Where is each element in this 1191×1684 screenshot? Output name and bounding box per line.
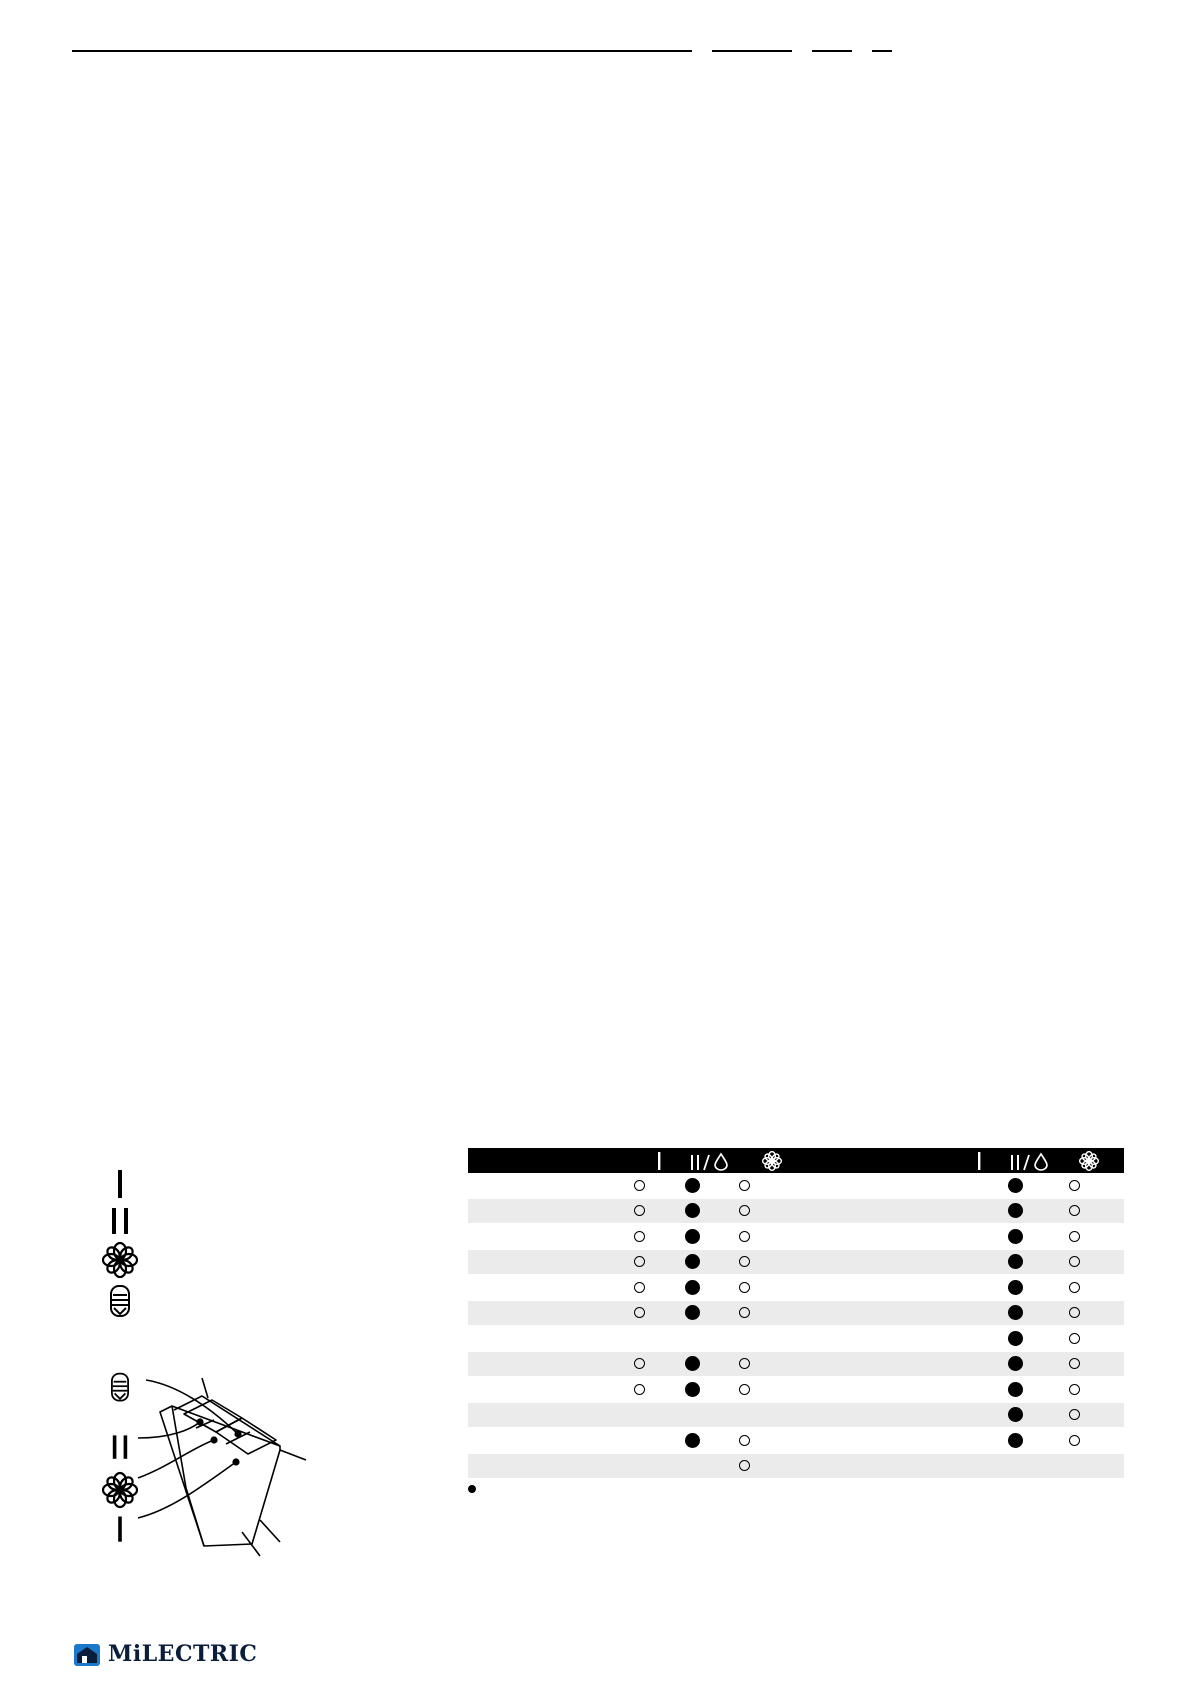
table-cell-g2-col3 [1059, 1250, 1089, 1275]
table-cell-g2-col2 [1000, 1301, 1030, 1326]
empty-circle-mark [634, 1384, 645, 1395]
table-row [468, 1301, 1124, 1327]
table-row [468, 1326, 1124, 1352]
heading-rule-4 [872, 50, 892, 52]
empty-circle-mark [634, 1282, 645, 1293]
table-row [468, 1428, 1124, 1454]
table-row [468, 1275, 1124, 1301]
header-col-ii-liquid-group2 [1003, 1148, 1059, 1173]
filled-dot-mark [685, 1229, 700, 1244]
liquid-detergent-container-icon [100, 1282, 140, 1322]
empty-circle-mark [1069, 1333, 1080, 1344]
table-cell-g1-col2 [677, 1275, 707, 1300]
table-cell-g1-col3 [729, 1199, 759, 1224]
header-col-ii-liquid-group1 [683, 1148, 739, 1173]
liquid-drop-icon [1008, 1151, 1054, 1171]
table-cell-g1-col2 [677, 1352, 707, 1377]
table-cell-g2-col3 [1059, 1275, 1089, 1300]
filled-dot-mark [685, 1254, 700, 1269]
table-cell-g1-col2 [677, 1173, 707, 1198]
table-cell-g1-col1 [624, 1377, 654, 1402]
filled-dot-mark [1008, 1254, 1023, 1269]
table-cell-g1-col2 [677, 1250, 707, 1275]
table-cell-g1-col2 [677, 1224, 707, 1249]
table-cell-g2-col2 [1000, 1199, 1030, 1224]
filled-dot-mark [685, 1305, 700, 1320]
filled-dot-mark [1008, 1407, 1023, 1422]
empty-circle-mark [739, 1307, 750, 1318]
filled-dot-mark [685, 1382, 700, 1397]
main-wash-compartment-ii-icon [100, 1202, 140, 1242]
table-cell-g2-col2 [1000, 1403, 1030, 1428]
filled-dot-mark [685, 1280, 700, 1295]
table-cell-g2-col3 [1059, 1173, 1089, 1198]
filled-dot-mark [1008, 1356, 1023, 1371]
filled-dot-mark [685, 1433, 700, 1448]
table-row [468, 1454, 1124, 1480]
empty-circle-mark [634, 1180, 645, 1191]
empty-circle-mark [1069, 1231, 1080, 1242]
footnote-bullet [468, 1485, 476, 1493]
table-row [468, 1173, 1124, 1199]
heading-rule-3 [812, 50, 852, 52]
table-cell-g2-col2 [1000, 1173, 1030, 1198]
empty-circle-mark [739, 1435, 750, 1446]
empty-circle-mark [739, 1180, 750, 1191]
empty-circle-mark [634, 1205, 645, 1216]
table-cell-g1-col3 [729, 1275, 759, 1300]
empty-circle-mark [739, 1358, 750, 1369]
prewash-compartment-i-icon [100, 1165, 140, 1205]
table-cell-g1-col1 [624, 1173, 654, 1198]
table-row [468, 1352, 1124, 1378]
filled-dot-mark [1008, 1280, 1023, 1295]
table-cell-g2-col3 [1059, 1377, 1089, 1402]
table-cell-g2-col3 [1059, 1428, 1089, 1453]
detergent-drawer-illustration [130, 1370, 320, 1560]
detergent-dosing-table [468, 1148, 1124, 1479]
table-header [468, 1148, 1124, 1173]
table-cell-g1-col3 [729, 1250, 759, 1275]
table-cell-g2-col3 [1059, 1326, 1089, 1351]
table-cell-g2-col2 [1000, 1275, 1030, 1300]
empty-circle-mark [1069, 1307, 1080, 1318]
header-col-i-group2 [959, 1148, 999, 1173]
table-row [468, 1377, 1124, 1403]
table-cell-g2-col2 [1000, 1352, 1030, 1377]
table-cell-g1-col3 [729, 1352, 759, 1377]
empty-circle-mark [1069, 1282, 1080, 1293]
header-col-i-group1 [639, 1148, 679, 1173]
table-cell-g2-col3 [1059, 1403, 1089, 1428]
table-cell-g2-col2 [1000, 1224, 1030, 1249]
liquid-drop-icon [688, 1151, 734, 1171]
filled-dot-mark [685, 1356, 700, 1371]
softener-compartment-flower-icon [100, 1240, 140, 1280]
table-cell-g1-col1 [624, 1224, 654, 1249]
table-cell-g2-col2 [1000, 1326, 1030, 1351]
filled-dot-mark [1008, 1203, 1023, 1218]
empty-circle-mark [1069, 1205, 1080, 1216]
table-cell-g1-col1 [624, 1275, 654, 1300]
table-cell-g2-col3 [1059, 1301, 1089, 1326]
empty-circle-mark [1069, 1409, 1080, 1420]
empty-circle-mark [739, 1256, 750, 1267]
filled-dot-mark [1008, 1382, 1023, 1397]
table-cell-g1-col3 [729, 1224, 759, 1249]
table-cell-g1-col1 [624, 1301, 654, 1326]
table-cell-g1-col2 [677, 1377, 707, 1402]
filled-dot-mark [1008, 1229, 1023, 1244]
filled-dot-mark [1008, 1331, 1023, 1346]
softener-compartment-flower-icon [752, 1148, 792, 1173]
table-cell-g1-col1 [624, 1199, 654, 1224]
table-cell-g1-col2 [677, 1301, 707, 1326]
table-cell-g2-col2 [1000, 1428, 1030, 1453]
table-cell-g1-col3 [729, 1173, 759, 1198]
brand-name: MiLECTRIC [108, 1641, 258, 1667]
empty-circle-mark [1069, 1180, 1080, 1191]
empty-circle-mark [634, 1231, 645, 1242]
heading-rule-1 [72, 50, 692, 52]
empty-circle-mark [739, 1205, 750, 1216]
heading-rule-2 [712, 50, 792, 52]
table-cell-g2-col2 [1000, 1377, 1030, 1402]
empty-circle-mark [1069, 1358, 1080, 1369]
milectric-house-logo-icon [74, 1642, 100, 1666]
table-body [468, 1173, 1124, 1479]
table-cell-g1-col3 [729, 1301, 759, 1326]
table-row [468, 1224, 1124, 1250]
empty-circle-mark [739, 1460, 750, 1471]
filled-dot-mark [685, 1203, 700, 1218]
table-cell-g2-col3 [1059, 1224, 1089, 1249]
filled-dot-mark [685, 1178, 700, 1193]
empty-circle-mark [634, 1358, 645, 1369]
table-cell-g1-col1 [624, 1250, 654, 1275]
empty-circle-mark [739, 1231, 750, 1242]
table-cell-g1-col3 [729, 1428, 759, 1453]
table-cell-g2-col3 [1059, 1352, 1089, 1377]
table-cell-g1-col2 [677, 1199, 707, 1224]
empty-circle-mark [739, 1384, 750, 1395]
empty-circle-mark [1069, 1384, 1080, 1395]
table-cell-g1-col3 [729, 1454, 759, 1479]
table-cell-g1-col2 [677, 1428, 707, 1453]
table-row [468, 1199, 1124, 1225]
table-cell-g2-col3 [1059, 1199, 1089, 1224]
brand-logo [74, 1640, 257, 1668]
table-cell-g2-col2 [1000, 1250, 1030, 1275]
empty-circle-mark [739, 1282, 750, 1293]
table-row [468, 1403, 1124, 1429]
empty-circle-mark [1069, 1435, 1080, 1446]
table-row [468, 1250, 1124, 1276]
empty-circle-mark [1069, 1256, 1080, 1267]
filled-dot-mark [1008, 1178, 1023, 1193]
table-cell-g1-col1 [624, 1352, 654, 1377]
empty-circle-mark [634, 1256, 645, 1267]
filled-dot-mark [1008, 1305, 1023, 1320]
softener-compartment-flower-icon [1069, 1148, 1109, 1173]
empty-circle-mark [634, 1307, 645, 1318]
filled-dot-mark [1008, 1433, 1023, 1448]
table-cell-g1-col3 [729, 1377, 759, 1402]
